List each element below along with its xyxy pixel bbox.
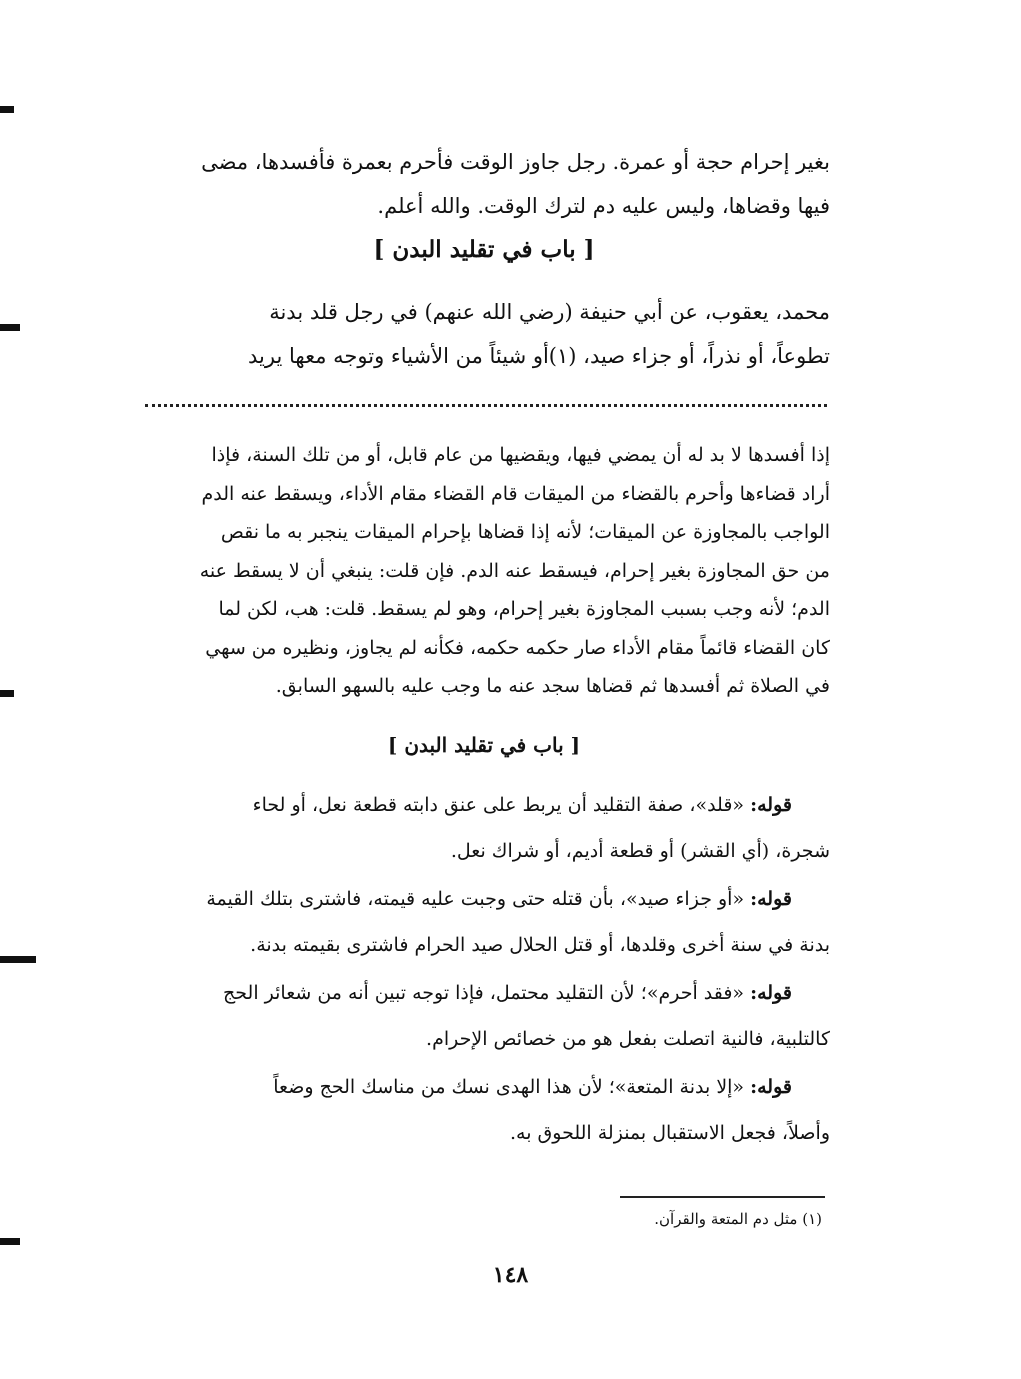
footnote-rule xyxy=(620,1196,825,1198)
commentary-line: الواجب بالمجاوزة عن الميقات؛ لأنه إذا قضاها بإحرام الميقات ينجبر به ما نقص xyxy=(220,521,830,543)
footnote: (١) مثل دم المتعة والقرآن. xyxy=(654,1210,822,1228)
dotted-separator xyxy=(145,404,827,407)
paragraph-text: «إلا بدنة المتعة»؛ لأن هذا الهدى نسك من مناسك الحج وضعاً xyxy=(273,1076,745,1098)
scan-edge-mark xyxy=(0,956,36,963)
paragraph-line xyxy=(138,970,830,1016)
paragraph-line xyxy=(138,876,830,922)
commentary-paragraph xyxy=(138,782,830,874)
main-text-line: تطوعاً، أو نذراً، أو جزاء صيد، (١)أو شيئاً من الأشياء وتوجه معها يريد xyxy=(248,344,830,368)
commentary-line: في الصلاة ثم أفسدها ثم قضاها سجد عنه ما وجب عليه بالسهو السابق. xyxy=(275,675,830,697)
commentary-block xyxy=(138,436,830,706)
paragraph-line xyxy=(138,782,830,828)
commentary-line: كان القضاء قائماً مقام الأداء صار حكمه حكمه، فكأنه لم يجاوز، ونظيره من سهي xyxy=(205,636,830,659)
commentary-line: إذا أفسدها لا بد له أن يمضي فيها، ويقضيها من عام قابل، أو من تلك السنة، فإذا xyxy=(211,444,830,466)
paragraph-text: «فقد أحرم»؛ لأن التقليد محتمل، فإذا توجه تبين أنه من شعائر الحج xyxy=(223,982,745,1004)
main-text-top xyxy=(138,140,830,228)
main-text-body xyxy=(138,290,830,378)
scan-edge-mark xyxy=(0,106,14,113)
commentary-line: من حق المجاوزة بغير إحرام، فيسقط عنه الدم. فإن قلت: ينبغي أن لا يسقط عنه xyxy=(199,559,830,582)
commentary-paragraph xyxy=(138,970,830,1062)
paragraph-line xyxy=(138,1064,830,1110)
qawl-label: قوله: xyxy=(750,982,792,1004)
main-text-line: بغير إحرام حجة أو عمرة. رجل جاوز الوقت فأحرم بعمرة فأفسدها، مضى xyxy=(201,150,830,174)
paragraph-line: وأصلاً، فجعل الاستقبال بمنزلة اللحوق به. xyxy=(509,1122,830,1144)
commentary-paragraph xyxy=(138,876,830,968)
commentary-heading: [ باب في تقليد البدن ] xyxy=(387,733,581,757)
paragraph-text: «أو جزاء صيد»، بأن قتله حتى وجبت عليه قيمته، فاشترى بتلك القيمة xyxy=(206,888,745,910)
paragraph-line: بدنة في سنة أخرى وقلدها، أو قتل الحلال صيد الحرام فاشترى بقيمته بدنة. xyxy=(250,934,830,956)
scan-edge-mark xyxy=(0,324,20,331)
paragraph-text: «قلد»، صفة التقليد أن يربط على عنق دابته قطعة نعل، أو لحاء xyxy=(252,794,745,816)
paragraph-line: كالتلبية، فالنية اتصلت بفعل هو من خصائص الإحرام. xyxy=(426,1028,830,1050)
paragraph-line: شجرة، (أي القشر) أو قطعة أديم، أو شراك نعل. xyxy=(450,840,830,862)
qawl-label: قوله: xyxy=(750,888,792,910)
commentary-line: أراد قضاءها وأحرم بالقضاء من الميقات قام القضاء مقام الأداء، ويسقط عنه الدم xyxy=(201,482,830,505)
qawl-label: قوله: xyxy=(750,794,792,816)
commentary-paragraph xyxy=(138,1064,830,1156)
scan-edge-mark xyxy=(0,690,14,697)
main-text-line: محمد، يعقوب، عن أبي حنيفة (رضي الله عنهم) في رجل قلد بدنة xyxy=(269,300,830,324)
scan-edge-mark xyxy=(0,1238,20,1245)
main-text-line: فيها وقضاها، وليس عليه دم لترك الوقت. والله أعلم. xyxy=(377,194,830,218)
page-number: ١٤٨ xyxy=(492,1262,529,1288)
commentary-line: الدم؛ لأنه وجب بسبب المجاوزة بغير إحرام، وهو لم يسقط. قلت: هب، لكن لما xyxy=(218,598,830,620)
qawl-label: قوله: xyxy=(750,1076,792,1098)
section-heading: [ باب في تقليد البدن ] xyxy=(373,236,595,263)
